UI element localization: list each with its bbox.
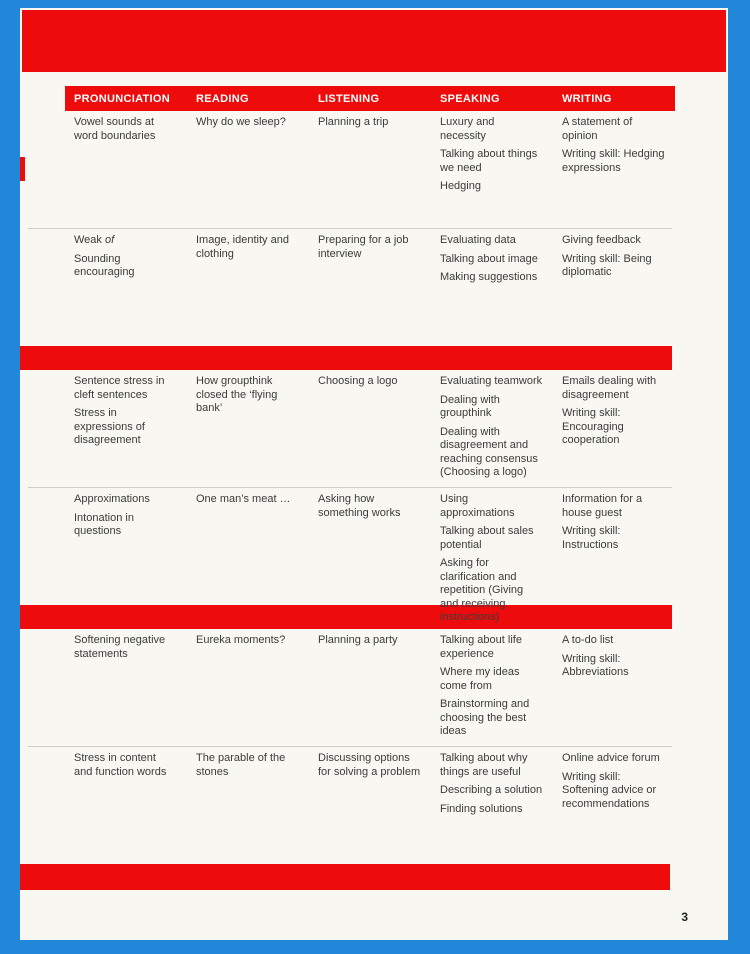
cell-text: Making suggestions <box>440 271 538 283</box>
cell-pronunciation <box>65 634 187 746</box>
cell-text: Dealing with groupthink <box>440 393 500 419</box>
cell-text: A statement of opinion <box>562 116 633 142</box>
cell-pronunciation <box>65 375 187 487</box>
cell-text: A to-do list <box>562 634 614 646</box>
cell-text: Luxury and necessity <box>440 116 495 142</box>
cell-reading <box>187 493 309 630</box>
cell-text: Hedging <box>440 180 481 192</box>
cell-reading <box>187 375 309 487</box>
cell-text: How groupthink closed the ‘flying bank’ <box>196 375 278 414</box>
cell-text: Asking how something works <box>318 493 401 519</box>
cell-pronunciation <box>65 493 187 630</box>
cell-text: Choosing a logo <box>318 375 398 387</box>
cell-text: Online advice forum <box>562 752 660 764</box>
column-header-reading: READING <box>196 92 249 105</box>
cell-text: Talking about life experience <box>440 634 522 660</box>
cell-text: Finding solutions <box>440 802 523 815</box>
cell-text: Vowel sounds at word boundaries <box>74 116 156 142</box>
cell-text: Planning a party <box>318 634 398 646</box>
cell-text: Preparing for a job interview <box>318 234 409 260</box>
cell-text: Stress in content and function words <box>74 752 167 778</box>
cell-text: Talking about sales potential <box>440 525 534 551</box>
cell-text: Discussing options for solving a problem <box>318 752 421 778</box>
cell-listening <box>309 493 431 630</box>
cell-text: Writing skill: Being diplomatic <box>562 252 652 278</box>
cell-text: Writing skill: Abbreviations <box>562 652 629 678</box>
cell-text: Writing skill: Softening advice or recommendations <box>562 770 657 810</box>
cell-text: Where my ideas come from <box>440 666 520 692</box>
cell-writing <box>553 493 675 630</box>
cell-writing <box>553 634 675 746</box>
cell-text: Softening negative statements <box>74 634 166 660</box>
cell-text: Describing a solution <box>440 784 543 796</box>
cell-text: One man’s meat … <box>196 493 291 505</box>
table-body <box>65 111 675 864</box>
cell-listening <box>309 752 431 864</box>
table-row <box>65 370 675 487</box>
cell-text: Sounding encouraging <box>74 252 135 278</box>
column-header-pronunciation: PRONUNCIATION <box>74 92 170 105</box>
column-header-writing: WRITING <box>562 92 612 105</box>
cell-text: Intonation in questions <box>74 511 134 537</box>
cell-speaking <box>431 634 553 746</box>
cell-listening <box>309 375 431 487</box>
cell-text: Brainstorming and choosing the best ideas <box>440 698 530 737</box>
cell-listening <box>309 116 431 228</box>
book-page <box>20 8 728 940</box>
cell-speaking <box>431 234 553 346</box>
cell-text: Emails dealing with disagreement <box>562 375 657 401</box>
cell-writing <box>553 752 675 864</box>
cell-text: Approximations <box>74 493 150 505</box>
cell-pronunciation <box>65 116 187 228</box>
cell-text: Giving feedback <box>562 234 641 246</box>
cell-text: Sentence stress in cleft sentences <box>74 375 165 401</box>
cell-text: Using approximations <box>440 493 515 519</box>
cell-writing <box>553 375 675 487</box>
cell-text: Asking for clarification and repetition (Giving and receiving instructions) <box>440 557 524 623</box>
cell-text: Weak of <box>74 234 115 246</box>
column-header-listening: LISTENING <box>318 92 380 105</box>
cell-pronunciation <box>65 752 187 864</box>
cell-text: Stress in expressions of disagreement <box>74 407 145 446</box>
cell-pronunciation <box>65 234 187 346</box>
cell-text: Dealing with disagreement and reaching consensus (Choosing a logo) <box>440 425 538 478</box>
top-red-banner <box>22 10 726 72</box>
cell-writing <box>553 116 675 228</box>
cell-speaking <box>431 752 553 864</box>
cell-speaking <box>431 116 553 228</box>
cell-reading <box>187 752 309 864</box>
cell-text: The parable of the stones <box>196 752 286 778</box>
table-row <box>65 229 675 346</box>
cell-text: Eureka moments? <box>196 634 286 646</box>
cell-text: Evaluating data <box>440 234 516 246</box>
cell-speaking <box>431 493 553 630</box>
cell-text: Writing skill: Encouraging cooperation <box>562 407 624 446</box>
table-row <box>65 747 675 864</box>
cell-text: Planning a trip <box>318 116 389 128</box>
cell-text: Writing skill: Instructions <box>562 525 621 551</box>
cell-text: Talking about why things are useful <box>440 752 528 778</box>
cell-text: Evaluating teamwork <box>440 375 543 387</box>
cell-listening <box>309 234 431 346</box>
cell-text: Talking about image <box>440 252 538 265</box>
table-row <box>65 488 675 623</box>
page-number: 3 <box>681 910 688 924</box>
cell-reading <box>187 116 309 228</box>
cell-text: Talking about things we need <box>440 148 538 174</box>
cell-text: Writing skill: Hedging expressions <box>562 148 665 174</box>
table-header-row <box>65 86 675 111</box>
table-row <box>65 111 675 228</box>
cell-speaking <box>431 375 553 487</box>
cell-reading <box>187 634 309 746</box>
cell-reading <box>187 234 309 346</box>
unit-divider-bar <box>20 346 672 370</box>
cell-text: Why do we sleep? <box>196 116 286 128</box>
bottom-red-bar <box>20 864 670 890</box>
table-row <box>65 629 675 746</box>
unit-tab-marker <box>20 157 25 181</box>
syllabus-table <box>65 86 675 890</box>
cell-text: Information for a house guest <box>562 493 643 519</box>
cell-writing <box>553 234 675 346</box>
cell-text: Image, identity and clothing <box>196 234 289 260</box>
column-header-speaking: SPEAKING <box>440 92 500 105</box>
cell-listening <box>309 634 431 746</box>
